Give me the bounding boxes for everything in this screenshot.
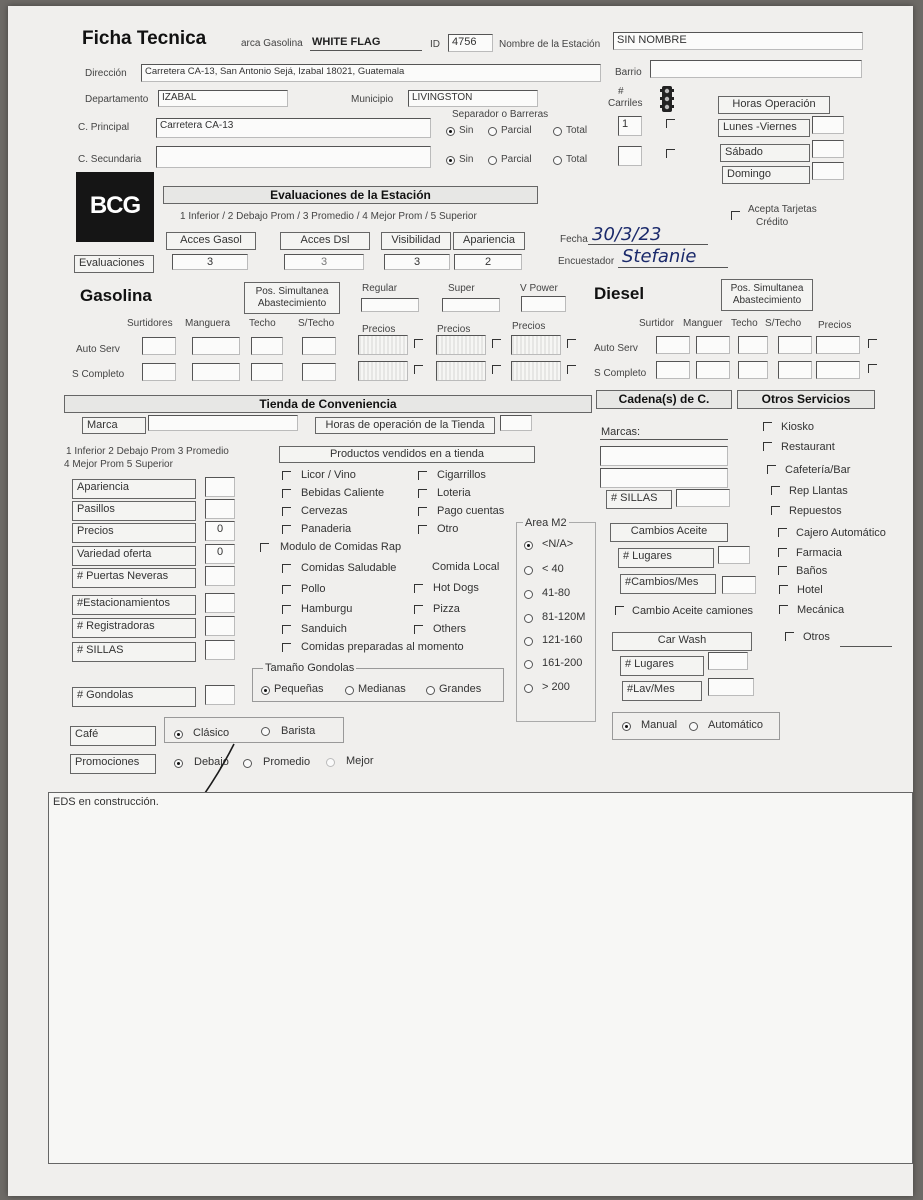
otros-checkbox-4[interactable] [771,506,780,515]
gasolina-super-label: Super [448,283,475,294]
carriles-hash: # [618,86,624,97]
sep2-total-radio[interactable] [553,156,562,165]
otros-checkbox-2[interactable] [767,465,776,474]
comida-col1-checkbox-0[interactable] [282,564,291,573]
domingo-label: Domingo [722,166,810,184]
comida-col2-checkbox-1[interactable] [414,605,423,614]
producto-col1-label-2: Cervezas [301,505,348,517]
sep1-parcial-radio[interactable] [488,127,497,136]
eval-acces-gasol-field[interactable]: 3 [172,254,248,270]
comida-col1-checkbox-3[interactable] [282,625,291,634]
modulo-comidas-label: Modulo de Comidas Rap [280,541,402,553]
dsl-cell-r0-c3[interactable] [778,336,812,354]
principal-semaforo-checkbox[interactable] [666,119,675,128]
form-page [8,6,913,1196]
otros-checkbox-7[interactable] [778,566,787,575]
dsl-cell-r1-c1[interactable] [696,361,730,379]
comida-col1-label-0: Comidas Saludable [301,562,397,574]
gas-price-check-r1-c2[interactable] [567,365,576,374]
modulo-comidas-checkbox[interactable] [260,543,269,552]
otros-checkbox-3[interactable] [771,486,780,495]
rating-label-3: Variedad oferta [72,546,196,566]
otros-label-2: Cafetería/Bar [785,464,851,476]
comida-col2-label-0: Hot Dogs [433,582,479,594]
wash-manual-radio[interactable] [622,722,631,731]
fecha-label: Fecha [560,234,588,245]
carriles-secundaria-field[interactable] [618,146,642,166]
wash-manual-label: Manual [641,719,678,731]
gas-col-stecho: S/Techo [298,318,335,329]
cadena-sillas-field[interactable] [676,489,730,507]
gondola-pequenas-label: Pequeñas [274,683,324,695]
area-label-0: <N/A> [542,538,574,550]
otros-checkbox-10[interactable] [785,632,794,641]
area-label-2: 41-80 [542,587,571,599]
separador-label: Separador o Barreras [452,109,549,120]
promo-debajo-label: Debajo [194,756,229,768]
otros-label-7: Baños [796,565,828,577]
sep1-parcial-label: Parcial [501,125,532,136]
sabado-label: Sábado [720,144,810,162]
marca-label: arca Gasolina [241,38,303,49]
area-radio-1[interactable] [524,566,533,575]
id-field[interactable]: 4756 [448,34,493,52]
gas-col-precios-2: Precios [437,324,471,335]
gas-cell-r1-c3[interactable] [302,363,336,381]
gas-cell-r0-c2[interactable] [251,337,283,355]
gas-price-check-r0-c0[interactable] [414,339,423,348]
area-label-4: 121-160 [542,634,583,646]
cadena-marcas-label: Marcas: [601,426,641,438]
sep2-sin-label: Sin [459,154,474,165]
comida-col1-label-3: Sanduich [301,623,347,635]
aceite-lugares-field[interactable] [718,546,750,564]
form-title: Ficha Tecnica [82,28,207,49]
otros-label-6: Farmacia [796,547,842,559]
area-label: Area M2 [525,517,567,529]
dsl-cell-r0-c4[interactable] [816,336,860,354]
acepta-tarjetas-checkbox[interactable] [731,211,740,220]
gondolas-label: Tamaño Gondolas [265,662,355,674]
gas-price-check-r0-c1[interactable] [492,339,501,348]
csecundaria-label: C. Secundaria [78,154,142,165]
fecha-underline [588,244,708,245]
notes-text: EDS en construcción. [53,796,159,808]
evaluaciones-row-label: Evaluaciones [74,255,154,273]
gasolina-vpower-field[interactable] [521,296,566,312]
gasolina-pos-simultanea [244,282,340,314]
direccion-label: Dirección [85,68,127,79]
comida-col1-checkbox-2[interactable] [282,605,291,614]
gas-price-check-r1-c0[interactable] [414,365,423,374]
rating-label-8: # Gondolas [72,687,196,707]
eval-visibilidad-label: Visibilidad [381,232,451,250]
sep2-parcial-label: Parcial [501,154,532,165]
producto-col2-label-0: Cigarrillos [437,469,486,481]
gasolina-title: Gasolina [80,286,152,305]
otros-label-1: Restaurant [781,441,835,453]
acepta-tarjetas-label: Acepta Tarjetas [748,204,817,215]
evaluaciones-header: Evaluaciones de la Estación [163,186,538,204]
gas-cell-r1-c1[interactable] [192,363,240,381]
producto-col1-checkbox-0[interactable] [282,471,291,480]
producto-col2-label-3: Otro [437,523,459,535]
tienda-scale-2: 4 Mejor Prom 5 Superior [64,459,173,470]
gas-price-r1-c0[interactable] [358,361,408,381]
diesel-title: Diesel [594,284,645,303]
promo-promedio-radio[interactable] [243,759,252,768]
marcas-line-1 [600,439,728,440]
otros-checkbox-6[interactable] [778,548,787,557]
dsl-col-manguer: Manguer [683,318,723,329]
rating-field-3[interactable]: 0 [205,544,235,564]
lav-mes-field[interactable] [708,678,754,696]
evaluaciones-scale: 1 Inferior / 2 Debajo Prom / 3 Promedio / 4 Mejor Prom / 5 Superior [180,211,477,222]
gondola-medianas-label: Medianas [358,683,406,695]
credito-label: Crédito [756,217,789,228]
marcas-field-1[interactable] [600,446,728,466]
cafe-clasico-label: Clásico [193,727,230,739]
sep1-sin-radio[interactable] [446,127,455,136]
producto-col1-checkbox-1[interactable] [282,489,291,498]
rating-field-7[interactable] [205,640,235,660]
notes-area[interactable] [48,792,913,1164]
municipio-label: Municipio [351,94,394,105]
productos-header: Productos vendidos en a tienda [279,446,535,463]
aceite-camiones-checkbox[interactable] [615,606,624,615]
sep1-sin-label: Sin [459,125,474,136]
lunes-viernes-label: Lunes -Viernes [718,119,810,137]
domingo-field[interactable] [812,162,844,180]
otros-checkbox-0[interactable] [763,422,772,431]
gasolina-pos-label-2: Abastecimiento [257,298,327,309]
promo-mejor-radio[interactable] [326,758,335,767]
municipio-field[interactable]: LIVINGSTON [408,90,538,107]
eval-visibilidad-field[interactable]: 3 [384,254,450,270]
encuestador-label: Encuestador [558,256,615,267]
producto-col2-label-2: Pago cuentas [437,505,505,517]
gas-row-auto-serv: Auto Serv [76,344,120,355]
tienda-scale-1: 1 Inferior 2 Debajo Prom 3 Promedio [66,446,229,457]
gasolina-pos-label-1: Pos. Simultanea [255,286,329,297]
gas-col-manguera: Manguera [185,318,231,329]
otros-label-9: Mecánica [797,604,845,616]
cafe-barista-label: Barista [281,725,316,737]
traffic-light-icon [660,86,674,112]
gas-price-check-r0-c2[interactable] [567,339,576,348]
dsl-col-surtidor: Surtidor [639,318,675,329]
otros-label-5: Cajero Automático [796,527,886,539]
rating-field-4[interactable] [205,566,235,586]
carriles-principal-field[interactable]: 1 [618,116,642,136]
gas-cell-r0-c1[interactable] [192,337,240,355]
producto-col1-checkbox-2[interactable] [282,507,291,516]
dsl-col-techo: Techo [731,318,758,329]
wash-automatico-radio[interactable] [689,722,698,731]
producto-col2-label-1: Loteria [437,487,471,499]
producto-col2-checkbox-2[interactable] [418,507,427,516]
rating-field-0[interactable] [205,477,235,497]
gas-cell-r0-c0[interactable] [142,337,176,355]
comida-col2-label-1: Pizza [433,603,460,615]
gas-price-r0-c0[interactable] [358,335,408,355]
gas-price-check-r1-c1[interactable] [492,365,501,374]
otros-label-4: Repuestos [789,505,842,517]
gasolina-super-field[interactable] [442,298,500,312]
otros-underline [840,646,892,647]
area-radio-5[interactable] [524,660,533,669]
producto-col1-label-1: Bebidas Caliente [301,487,385,499]
lunes-viernes-field[interactable] [812,116,844,134]
gondola-medianas-radio[interactable] [345,686,354,695]
nombre-field[interactable]: SIN NOMBRE [613,32,863,50]
bcg-logo [76,172,154,242]
producto-col2-checkbox-0[interactable] [418,471,427,480]
dsl-cell-r1-c0[interactable] [656,361,690,379]
comida-col2-checkbox-2[interactable] [414,625,423,634]
dsl-price-check-r1[interactable] [868,364,877,373]
nombre-label: Nombre de la Estación [499,39,601,50]
cadena-header: Cadena(s) de C. [596,390,732,409]
gondola-pequenas-radio[interactable] [261,686,270,695]
cadena-sillas-label: # SILLAS [606,490,672,509]
rating-label-2: Precios [72,523,196,543]
csecundaria-field[interactable] [156,146,431,168]
otros-label-3: Rep Llantas [789,485,848,497]
barrio-label: Barrio [615,67,642,78]
producto-col2-checkbox-3[interactable] [418,525,427,534]
dsl-cell-r0-c1[interactable] [696,336,730,354]
gas-row-s-completo: S Completo [72,369,125,380]
dsl-col-stecho: S/Techo [765,318,802,329]
secundaria-semaforo-checkbox[interactable] [666,149,675,158]
diesel-pos-label-1: Pos. Simultanea [730,283,804,294]
eval-acces-dsl-field[interactable]: 3 [284,254,364,270]
otros-servicios-header: Otros Servicios [737,390,875,409]
area-label-3: 81-120M [542,611,586,623]
gasolina-regular-label: Regular [362,283,398,294]
sep1-total-label: Total [566,125,588,136]
marca-underline [310,50,422,51]
gasolina-vpower-label: V Power [520,283,558,294]
area-radio-0[interactable] [524,541,533,550]
gas-col-precios-3: Precios [512,321,546,332]
lav-mes-label: #Lav/Mes [622,681,702,701]
eval-acces-gasol-label: Acces Gasol [166,232,256,250]
cafe-label: Café [70,726,156,746]
tienda-marca-field[interactable] [148,415,298,431]
otros-label-8: Hotel [797,584,823,596]
sep2-parcial-radio[interactable] [488,156,497,165]
otros-checkbox-8[interactable] [779,585,788,594]
area-label-6: > 200 [542,681,570,693]
comidas-preparadas-checkbox[interactable] [282,643,291,652]
area-radio-3[interactable] [524,614,533,623]
cambios-mes-field[interactable] [722,576,756,594]
promo-promedio-label: Promedio [263,756,311,768]
gas-price-r0-c1[interactable] [436,335,486,355]
otros-label-10: Otros [803,631,830,643]
sep2-sin-radio[interactable] [446,156,455,165]
comida-col1-checkbox-1[interactable] [282,585,291,594]
producto-col1-label-3: Panaderia [301,523,352,535]
dsl-cell-r1-c4[interactable] [816,361,860,379]
rating-label-4: # Puertas Neveras [72,568,196,588]
fecha-value: 30/3/23 [592,224,662,245]
sabado-field[interactable] [812,140,844,158]
carwash-lugares-field[interactable] [708,652,748,670]
gas-price-r1-c2[interactable] [511,361,561,381]
dsl-price-check-r0[interactable] [868,339,877,348]
gas-col-techo: Techo [249,318,276,329]
dsl-row-auto-serv: Auto Serv [594,343,638,354]
cambios-mes-label: #Cambios/Mes [620,574,716,594]
gondola-grandes-label: Grandes [439,683,482,695]
gas-col-surtidores: Surtidores [127,318,173,329]
gondola-grandes-radio[interactable] [426,686,435,695]
otros-checkbox-9[interactable] [779,605,788,614]
rating-field-8[interactable] [205,685,235,705]
otros-label-0: Kiosko [781,421,815,433]
car-wash-header: Car Wash [612,632,752,651]
tienda-marca-label: Marca [82,417,146,434]
diesel-pos-label-2: Abastecimiento [732,295,802,306]
gas-cell-r0-c3[interactable] [302,337,336,355]
rating-label-1: Pasillos [72,501,196,521]
area-label-5: 161-200 [542,657,583,669]
rating-field-5[interactable] [205,593,235,613]
tienda-horas-field[interactable] [500,415,532,431]
marcas-field-2[interactable] [600,468,728,488]
id-label: ID [430,39,440,50]
gas-price-r0-c2[interactable] [511,335,561,355]
gas-cell-r1-c0[interactable] [142,363,176,381]
rating-field-1[interactable] [205,499,235,519]
wash-automatico-label: Automático [708,719,764,731]
carriles-label: Carriles [608,98,643,109]
horas-operacion-header: Horas Operación [718,96,830,114]
otros-checkbox-1[interactable] [763,442,772,451]
marca-value: WHITE FLAG [312,36,381,48]
dsl-row-s-completo: S Completo [594,368,647,379]
producto-col1-label-0: Licor / Vino [301,469,356,481]
rating-label-0: Apariencia [72,479,196,499]
direccion-field[interactable]: Carretera CA-13, San Antonio Sejá, Izabal 18021, Guatemala [141,64,601,82]
rating-label-7: # SILLAS [72,642,196,662]
barrio-field[interactable] [650,60,862,78]
dsl-cell-r1-c3[interactable] [778,361,812,379]
eval-apariencia-field[interactable]: 2 [454,254,522,270]
aceite-camiones-label: Cambio Aceite camiones [632,605,754,617]
area-radio-4[interactable] [524,637,533,646]
promociones-label: Promociones [70,754,156,774]
producto-col2-checkbox-1[interactable] [418,489,427,498]
cprincipal-field[interactable]: Carretera CA-13 [156,118,431,138]
cprincipal-label: C. Principal [78,122,130,133]
carwash-lugares-label: # Lugares [620,656,704,676]
departamento-field[interactable]: IZABAL [158,90,288,107]
comida-col1-label-2: Hamburgu [301,603,353,615]
tienda-horas-label: Horas de operación de la Tienda [315,417,495,434]
encuestador-underline [618,267,728,268]
sep1-total-radio[interactable] [553,127,562,136]
rating-field-2[interactable]: 0 [205,521,235,541]
dsl-cell-r0-c2[interactable] [738,336,768,354]
rating-field-6[interactable] [205,616,235,636]
otros-checkbox-5[interactable] [778,528,787,537]
rating-label-5: #Estacionamientos [72,595,196,615]
comida-col1-label-1: Pollo [301,583,326,595]
gas-price-r1-c1[interactable] [436,361,486,381]
dsl-cell-r1-c2[interactable] [738,361,768,379]
producto-col1-checkbox-3[interactable] [282,525,291,534]
eval-acces-dsl-label: Acces Dsl [280,232,370,250]
bcg-logo-text: BCG [89,192,141,219]
rating-label-6: # Registradoras [72,618,196,638]
cafe-barista-radio[interactable] [261,727,270,736]
tienda-header: Tienda de Conveniencia [64,395,592,413]
cambios-aceite-header: Cambios Aceite [610,523,728,542]
encuestador-value: Stefanie [622,246,697,267]
promo-mejor-label: Mejor [346,755,374,767]
promo-debajo-radio[interactable] [174,759,183,768]
diesel-pos-simultanea [721,279,813,311]
area-label-1: < 40 [542,563,564,575]
eval-apariencia-label: Apariencia [453,232,525,250]
comida-col2-label-2: Others [433,623,467,635]
gas-cell-r1-c2[interactable] [251,363,283,381]
gasolina-regular-field[interactable] [361,298,419,312]
cafe-clasico-radio[interactable] [174,730,183,739]
aceite-lugares-label: # Lugares [618,548,714,568]
dsl-col-precios: Precios [818,320,852,331]
comida-local-label: Comida Local [432,561,500,573]
area-radio-2[interactable] [524,590,533,599]
comida-col2-checkbox-0[interactable] [414,584,423,593]
sep2-total-label: Total [566,154,588,165]
comidas-preparadas-label: Comidas preparadas al momento [301,641,464,653]
dsl-cell-r0-c0[interactable] [656,336,690,354]
gas-col-precios-1: Precios [362,324,396,335]
departamento-label: Departamento [85,94,149,105]
area-radio-6[interactable] [524,684,533,693]
